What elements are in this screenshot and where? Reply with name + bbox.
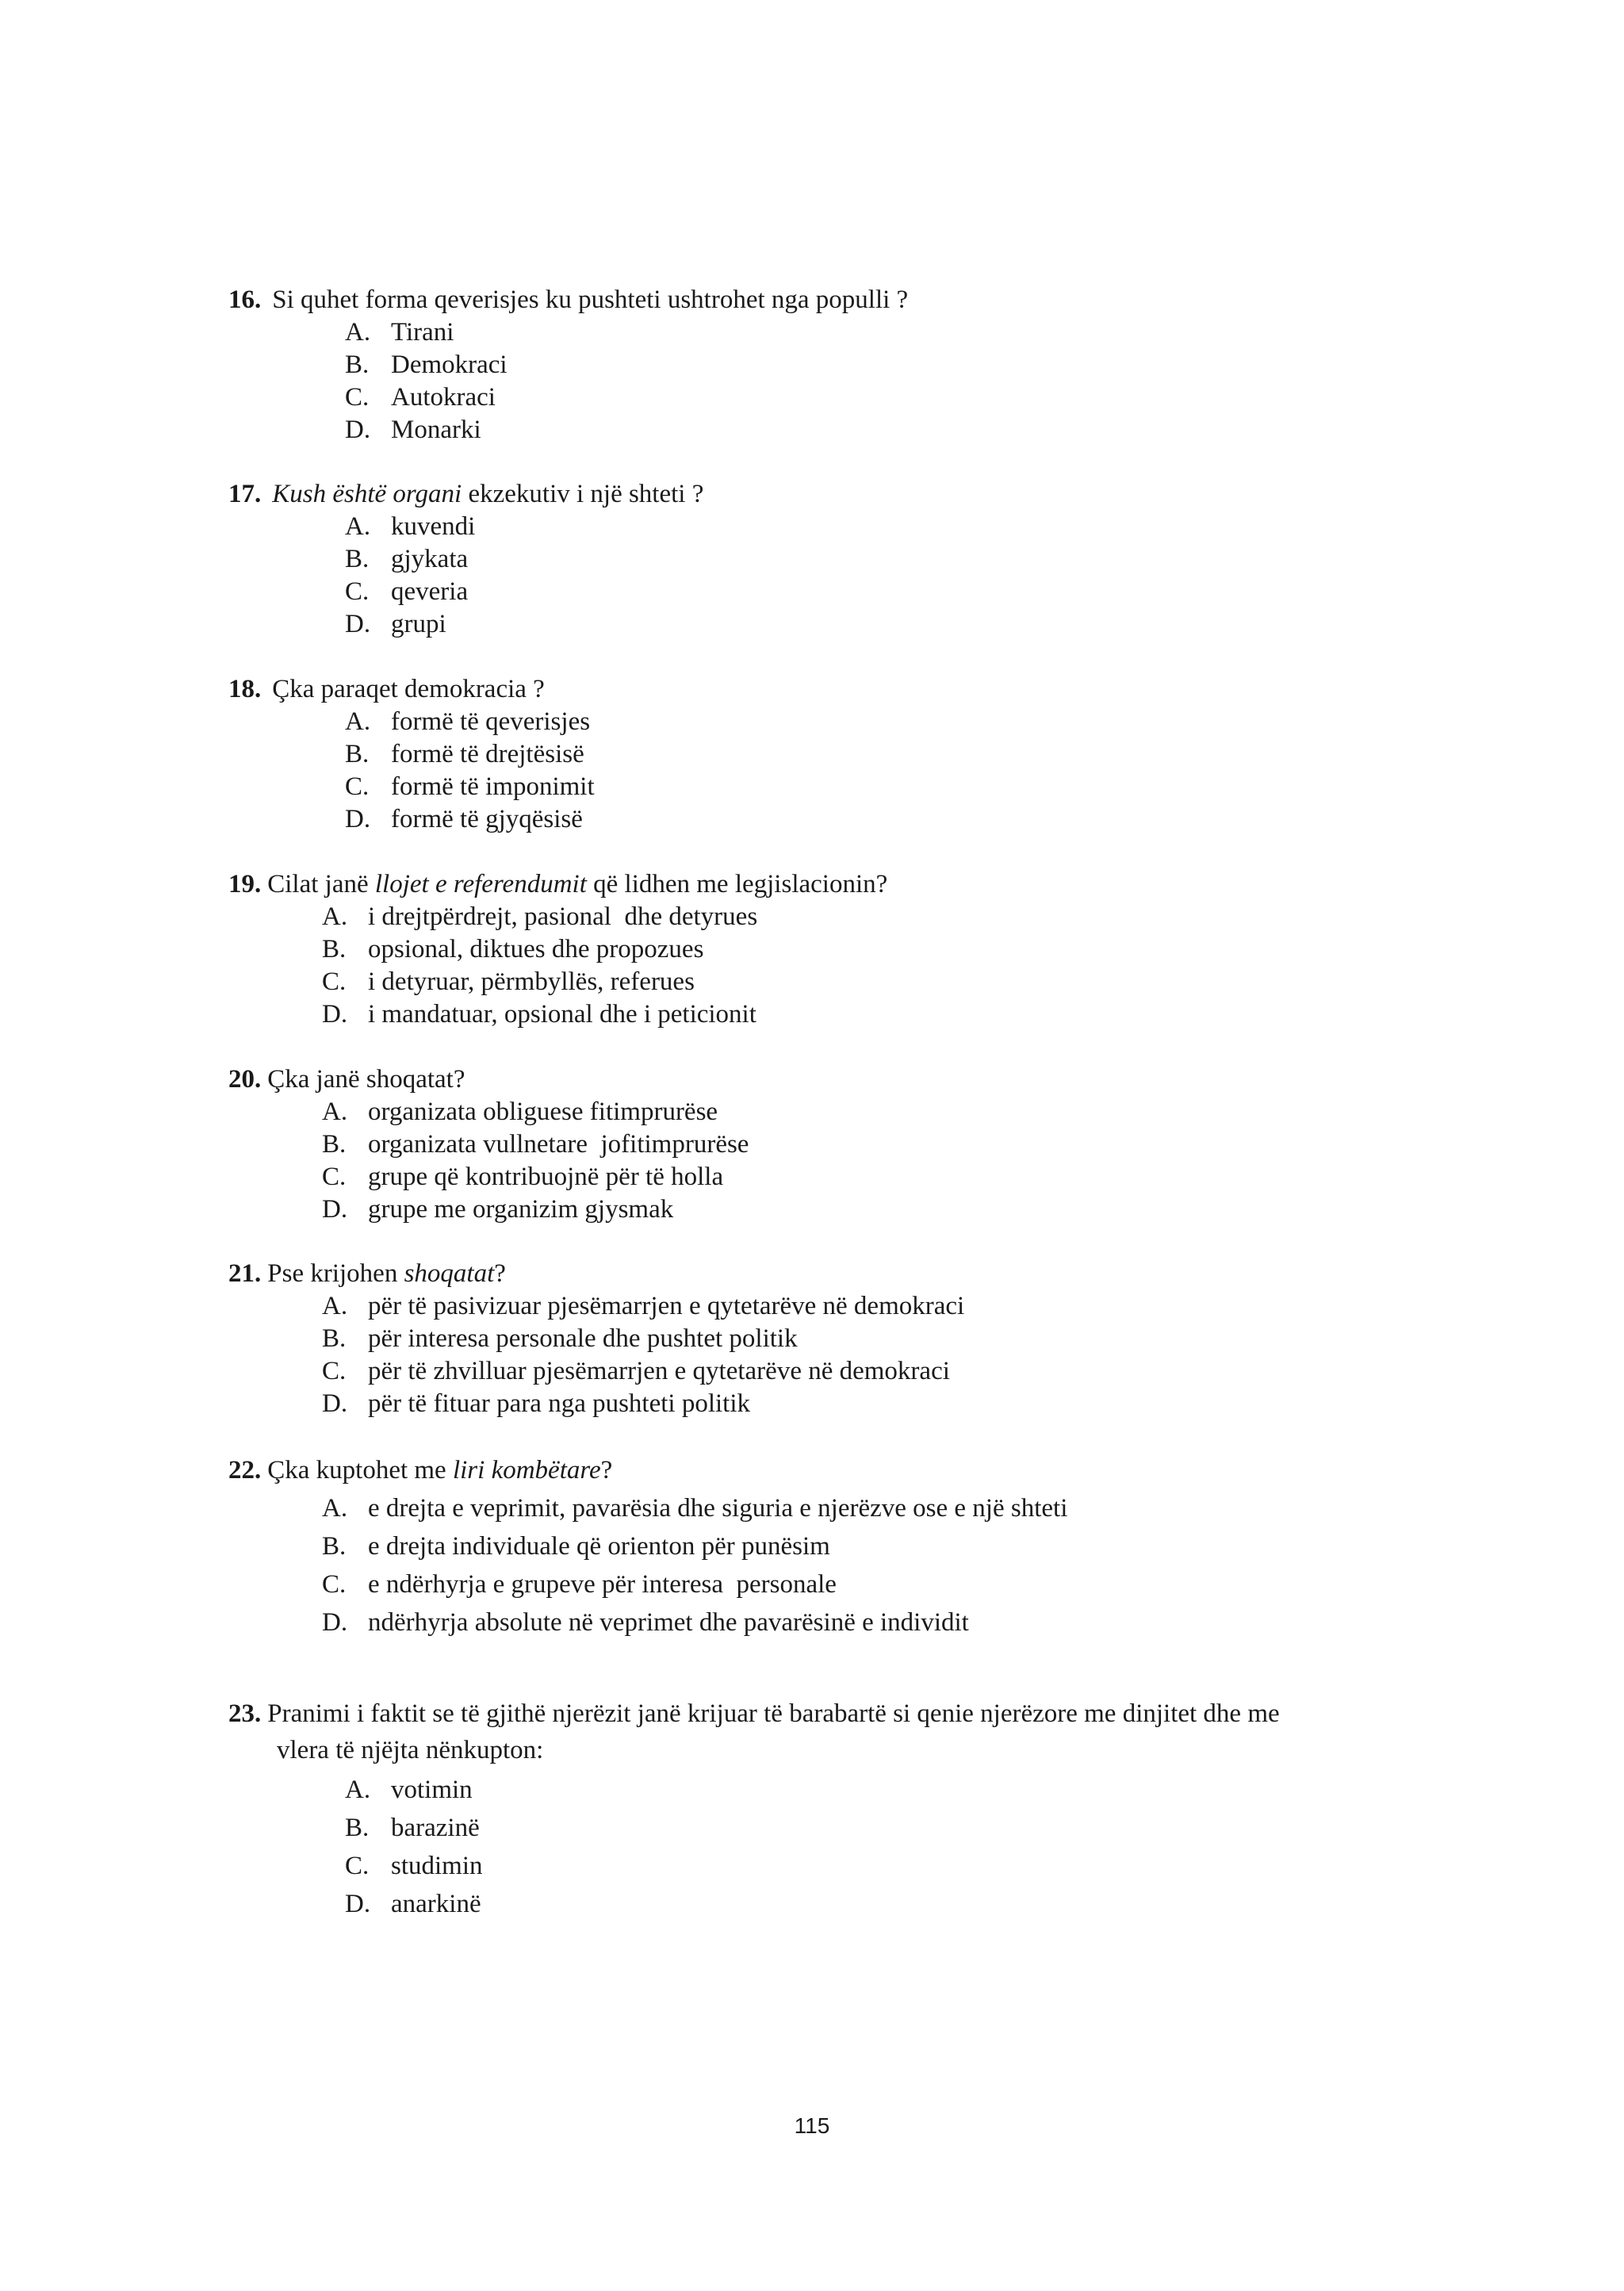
option-text: studimin xyxy=(391,1852,483,1880)
question-text-part: Çka janë shoqatat? xyxy=(267,1065,465,1094)
question-text-italic: shoqatat xyxy=(404,1259,495,1288)
option-text: grupe me organizim gjysmak xyxy=(368,1195,674,1224)
question-text xyxy=(267,1065,465,1094)
question-number: 18. xyxy=(228,675,262,703)
question-number: 19. xyxy=(228,870,262,898)
answer-options xyxy=(228,1489,1418,1642)
option-letter: B. xyxy=(322,1532,347,1561)
question-number: 22. xyxy=(228,1456,262,1485)
option-a[interactable] xyxy=(345,1771,1418,1809)
option-letter: B. xyxy=(345,351,370,379)
question-stem xyxy=(228,1258,1418,1290)
option-letter: C. xyxy=(322,1570,347,1599)
option-text: barazinë xyxy=(391,1814,480,1842)
option-d[interactable] xyxy=(322,1193,1418,1226)
question-20 xyxy=(228,1063,1418,1226)
option-letter: A. xyxy=(345,512,371,541)
option-letter: A. xyxy=(322,902,348,931)
question-16 xyxy=(228,284,1418,446)
question-text xyxy=(267,870,887,898)
option-b[interactable] xyxy=(322,933,1418,966)
option-letter: D. xyxy=(322,1195,348,1224)
question-text-part: Cilat janë xyxy=(267,870,375,898)
question-stem xyxy=(228,1454,1418,1487)
option-text: për interesa personale dhe pushtet politik xyxy=(368,1324,798,1353)
option-text: organizata vullnetare jofitimprurëse xyxy=(368,1130,749,1159)
question-number: 20. xyxy=(228,1065,262,1094)
option-c[interactable] xyxy=(322,966,1418,998)
question-text-italic: Kush është organi xyxy=(272,480,462,508)
option-c[interactable] xyxy=(345,1847,1418,1885)
question-text-part: Çka kuptohet me xyxy=(267,1456,453,1485)
question-text xyxy=(272,480,703,508)
answer-options xyxy=(228,1096,1418,1226)
option-text: grupe që kontribuojnë për të holla xyxy=(368,1163,724,1191)
answer-options xyxy=(228,901,1418,1031)
question-text xyxy=(272,675,545,703)
option-d[interactable] xyxy=(345,1885,1418,1923)
question-22 xyxy=(228,1454,1418,1642)
page-number: 115 xyxy=(794,2113,830,2138)
option-letter: B. xyxy=(322,1324,347,1353)
question-19 xyxy=(228,868,1418,1031)
option-text: formë të qeverisjes xyxy=(391,707,591,736)
question-21 xyxy=(228,1258,1418,1420)
option-b[interactable] xyxy=(345,349,1418,381)
answer-options xyxy=(228,316,1418,446)
question-text-part: Si quhet forma qeverisjes ku pushteti ushtrohet nga populli ? xyxy=(272,285,909,314)
question-stem xyxy=(228,868,1418,901)
option-letter: D. xyxy=(322,1389,348,1418)
option-c[interactable] xyxy=(322,1565,1418,1603)
question-text xyxy=(267,1456,612,1485)
option-text: formë të imponimit xyxy=(391,772,595,801)
option-letter: A. xyxy=(345,318,371,347)
question-18 xyxy=(228,673,1418,836)
question-stem xyxy=(228,673,1418,706)
option-d[interactable] xyxy=(322,1388,1418,1420)
option-letter: B. xyxy=(345,1814,370,1842)
option-text: për të zhvilluar pjesëmarrjen e qytetarëve në demokraci xyxy=(368,1357,950,1385)
question-stem xyxy=(228,1695,1418,1732)
option-letter: B. xyxy=(322,935,347,964)
option-text: Tirani xyxy=(391,318,454,347)
option-text: Demokraci xyxy=(391,351,508,379)
question-text-part: që lidhen me legjislacionin? xyxy=(586,870,888,898)
question-text-continuation: vlera të njëjta nënkupton: xyxy=(277,1736,544,1764)
question-text-part: ? xyxy=(600,1456,613,1485)
option-a[interactable] xyxy=(322,1290,1418,1323)
option-letter: C. xyxy=(322,967,347,996)
option-letter: C. xyxy=(322,1357,347,1385)
question-number: 23. xyxy=(228,1699,262,1728)
option-letter: D. xyxy=(345,416,371,444)
option-a[interactable] xyxy=(322,1489,1418,1527)
question-number: 16. xyxy=(228,285,262,314)
option-c[interactable] xyxy=(322,1161,1418,1193)
question-number: 17. xyxy=(228,480,262,508)
option-letter: C. xyxy=(345,772,370,801)
option-a[interactable] xyxy=(322,901,1418,933)
option-text: opsional, diktues dhe propozues xyxy=(368,935,704,964)
option-letter: C. xyxy=(345,1852,370,1880)
option-b[interactable] xyxy=(322,1323,1418,1355)
option-text: ndërhyrja absolute në veprimet dhe pavarësinë e individit xyxy=(368,1608,969,1637)
question-text-part: Pranimi i faktit se të gjithë njerëzit janë krijuar të barabartë si qenie njerëzore me dinjitet dhe me xyxy=(267,1699,1280,1728)
option-a[interactable] xyxy=(322,1096,1418,1128)
question-text-italic: llojet e referendumit xyxy=(374,870,587,898)
option-letter: D. xyxy=(322,1000,348,1029)
option-text: formë të drejtësisë xyxy=(391,740,584,768)
answer-options xyxy=(228,706,1418,836)
option-c[interactable] xyxy=(322,1355,1418,1388)
option-a[interactable] xyxy=(345,511,1418,543)
option-text: anarkinë xyxy=(391,1890,481,1918)
question-23 xyxy=(228,1695,1418,1923)
question-text xyxy=(267,1259,506,1288)
option-text: i detyruar, përmbyllës, referues xyxy=(368,967,695,996)
option-text: për të fituar para nga pushteti politik xyxy=(368,1389,751,1418)
option-b[interactable] xyxy=(345,543,1418,576)
answer-options xyxy=(228,511,1418,641)
option-d[interactable] xyxy=(322,998,1418,1031)
option-letter: A. xyxy=(322,1494,348,1523)
option-letter: A. xyxy=(345,707,371,736)
question-text xyxy=(267,1699,1279,1728)
option-text: gjykata xyxy=(391,545,469,573)
option-c[interactable] xyxy=(345,771,1418,803)
option-b[interactable] xyxy=(322,1128,1418,1161)
question-text-part: ? xyxy=(494,1259,506,1288)
option-letter: B. xyxy=(345,740,370,768)
option-b[interactable] xyxy=(345,738,1418,771)
option-letter: B. xyxy=(322,1130,347,1159)
question-text xyxy=(272,285,908,314)
option-letter: A. xyxy=(322,1292,348,1320)
option-text: qeveria xyxy=(391,577,469,606)
answer-options xyxy=(228,1290,1418,1420)
option-d[interactable] xyxy=(322,1603,1418,1642)
option-d[interactable] xyxy=(345,803,1418,836)
question-stem xyxy=(228,478,1418,511)
option-b[interactable] xyxy=(322,1527,1418,1565)
question-stem xyxy=(228,284,1418,316)
question-stem xyxy=(228,1063,1418,1096)
question-number: 21. xyxy=(228,1259,262,1288)
option-letter: A. xyxy=(345,1776,371,1804)
option-text: i drejtpërdrejt, pasional dhe detyrues xyxy=(368,902,758,931)
option-text: e ndërhyrja e grupeve për interesa personale xyxy=(368,1570,837,1599)
question-text-part: Pse krijohen xyxy=(267,1259,404,1288)
option-text: kuvendi xyxy=(391,512,476,541)
option-text: e drejta individuale që orienton për punësim xyxy=(368,1532,830,1561)
option-text: organizata obliguese fitimprurëse xyxy=(368,1098,718,1126)
option-letter: D. xyxy=(322,1608,348,1637)
question-text-part: ekzekutiv i një shteti ? xyxy=(462,480,704,508)
option-text: Monarki xyxy=(391,416,481,444)
option-letter: B. xyxy=(345,545,370,573)
question-17 xyxy=(228,478,1418,641)
option-letter: A. xyxy=(322,1098,348,1126)
option-letter: C. xyxy=(345,577,370,606)
option-text: i mandatuar, opsional dhe i peticionit xyxy=(368,1000,756,1029)
option-letter: C. xyxy=(345,383,370,412)
option-d[interactable] xyxy=(345,608,1418,641)
option-d[interactable] xyxy=(345,414,1418,446)
question-text-part: Çka paraqet demokracia ? xyxy=(272,675,545,703)
option-letter: D. xyxy=(345,610,371,638)
option-letter: D. xyxy=(345,1890,371,1918)
option-text: e drejta e veprimit, pavarësia dhe siguria e njerëzve ose e një shteti xyxy=(368,1494,1068,1523)
answer-options xyxy=(228,1771,1418,1923)
question-text-italic: liri kombëtare xyxy=(452,1456,601,1485)
option-text: votimin xyxy=(391,1776,473,1804)
option-a[interactable] xyxy=(345,706,1418,738)
option-text: grupi xyxy=(391,610,446,638)
option-c[interactable] xyxy=(345,381,1418,414)
option-c[interactable] xyxy=(345,576,1418,608)
option-letter: C. xyxy=(322,1163,347,1191)
option-b[interactable] xyxy=(345,1809,1418,1847)
option-letter: D. xyxy=(345,805,371,833)
option-text: Autokraci xyxy=(391,383,496,412)
option-a[interactable] xyxy=(345,316,1418,349)
option-text: formë të gjyqësisë xyxy=(391,805,583,833)
option-text: për të pasivizuar pjesëmarrjen e qytetarëve në demokraci xyxy=(368,1292,965,1320)
